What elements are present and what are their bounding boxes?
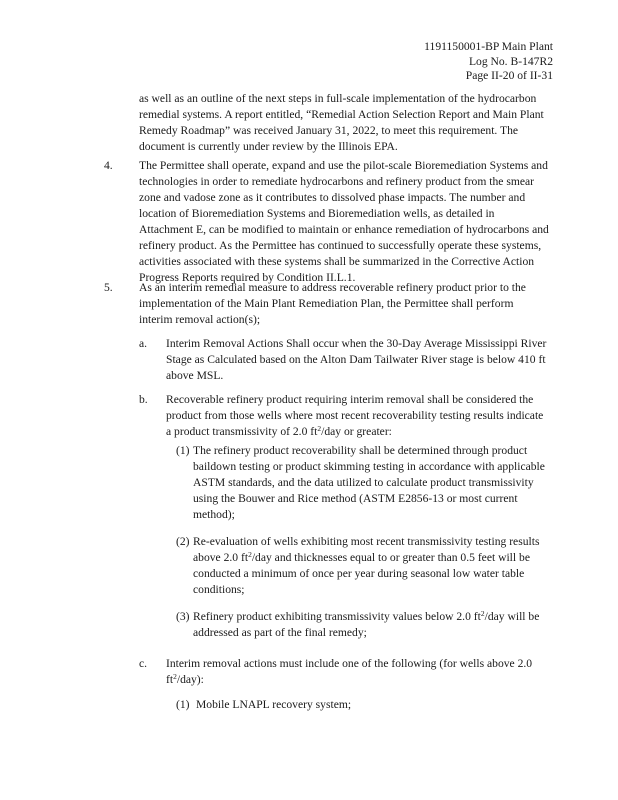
text-run: /day and thicknesses equal to or greater than 0.5 feet will be	[251, 551, 530, 564]
text-run: /day will be	[484, 610, 540, 623]
item-4-line: technologies in order to remediate hydrocarbons and refinery product from the smear	[139, 175, 535, 188]
superscript: 2	[317, 424, 322, 433]
intro-line: remedial systems. A report entitled, “Remedial Action Selection Report and Main Plant	[139, 108, 544, 121]
item-5b1-line: using the Bouwer and Rice method (ASTM E2856-13 or most current	[193, 492, 518, 505]
page-header	[333, 40, 553, 84]
intro-line: as well as an outline of the next steps in full-scale implementation of the hydrocarbon	[139, 92, 537, 105]
item-5b2-line: Re-evaluation of wells exhibiting most recent transmissivity testing results	[193, 535, 540, 548]
item-5b3-label: (3)	[176, 610, 190, 623]
item-5b2-label: (2)	[176, 535, 190, 548]
item-5a-line: Interim Removal Actions Shall occur when the 30-Day Average Mississippi River	[166, 337, 547, 350]
item-5b1-label: (1)	[176, 444, 190, 457]
text-run: /day or greater:	[321, 425, 392, 438]
item-4-line: Progress Reports required by Condition II.L.1.	[139, 271, 356, 284]
item-5c-paragraph	[166, 656, 532, 688]
item-5-line: As an interim remedial measure to address recoverable refinery product prior to the	[139, 281, 526, 294]
item-4-line: refinery product. As the Permittee has continued to successfully operate these systems,	[139, 239, 542, 252]
item-5b-letter: b.	[139, 393, 148, 406]
text-run: Refinery product exhibiting transmissivity values below 2.0 ft	[193, 610, 481, 623]
item-5a-paragraph	[166, 336, 546, 384]
page-number: Page II-20 of II-31	[465, 69, 553, 82]
item-5c1-label: (1)	[176, 698, 190, 711]
intro-line: Remedy Roadmap” was received January 31, 2022, to meet this requirement. The	[139, 124, 519, 137]
item-4-number: 4.	[104, 159, 113, 172]
item-4-line: location of Bioremediation Systems and Bioremediation wells, as detailed in	[139, 207, 495, 220]
log-number: Log No. B-147R2	[468, 54, 553, 68]
intro-paragraph	[139, 91, 544, 155]
superscript: 2	[173, 672, 177, 681]
item-5b3-line	[193, 609, 539, 625]
item-4-paragraph	[139, 158, 549, 286]
item-5c-letter: c.	[139, 657, 148, 670]
item-5b-line: Recoverable refinery product requiring interim removal shall be considered the	[166, 393, 534, 406]
superscript: 2	[480, 609, 485, 618]
item-5b2-line: conditions;	[193, 583, 245, 596]
item-4-line: The Permittee shall operate, expand and use the pilot-scale Bioremediation Systems and	[139, 159, 548, 172]
item-5b1-paragraph	[193, 443, 545, 523]
item-5a-letter: a.	[139, 337, 148, 350]
item-5-line: implementation of the Main Plant Remediation Plan, the Permittee shall perform	[139, 297, 514, 310]
item-5-number: 5.	[104, 281, 113, 294]
item-5a-line: above MSL.	[166, 369, 224, 382]
item-5c-line	[166, 672, 532, 688]
item-5b3-paragraph	[193, 609, 539, 641]
item-5b-paragraph	[166, 392, 543, 440]
item-5b-line: product from those wells where most recent recoverability testing results indicate	[166, 409, 544, 422]
item-5-paragraph	[139, 280, 526, 328]
text-run: ft	[166, 673, 174, 686]
item-5b2-line	[193, 550, 539, 566]
item-5c1-text: Mobile LNAPL recovery system;	[196, 698, 352, 711]
superscript: 2	[248, 550, 252, 559]
item-4-line: activities associated with these systems shall be summarized in the Corrective Action	[139, 255, 535, 268]
item-5b-line	[166, 424, 543, 440]
item-5b1-line: The refinery product recoverability shall be determined through product	[193, 444, 528, 457]
item-5b2-line: conducted a minimum of once per year during seasonal low water table	[193, 567, 525, 580]
item-5b1-line: method);	[193, 508, 235, 521]
item-5c-line: Interim removal actions must include one of the following (for wells above 2.0	[166, 657, 533, 670]
text-run: above 2.0 ft	[193, 551, 249, 564]
item-5a-line: Stage as Calculated based on the Alton Dam Tailwater River stage is below 410 ft	[166, 353, 546, 366]
item-4-line: Attachment E, can be modified to maintain or enhance remediation of hydrocarbons and	[139, 223, 549, 236]
item-5b1-line: baildown testing or product skimming testing in accordance with applicable	[193, 460, 545, 473]
item-5b2-paragraph	[193, 534, 539, 598]
item-5b3-line: addressed as part of the final remedy;	[193, 626, 367, 639]
intro-line: document is currently under review by the Illinois EPA.	[139, 140, 398, 153]
text-run: /day):	[176, 673, 204, 686]
document-id: 1191150001-BP Main Plant	[424, 40, 553, 53]
item-4-line: zone and vadose zone as it contributes to dissolved phase impacts. The number and	[139, 191, 526, 204]
item-5b1-line: ASTM standards, and the data utilized to calculate product transmissivity	[193, 476, 534, 489]
text-run: a product transmissivity of 2.0 ft	[166, 425, 318, 438]
item-5-line: interim removal action(s);	[139, 313, 261, 326]
